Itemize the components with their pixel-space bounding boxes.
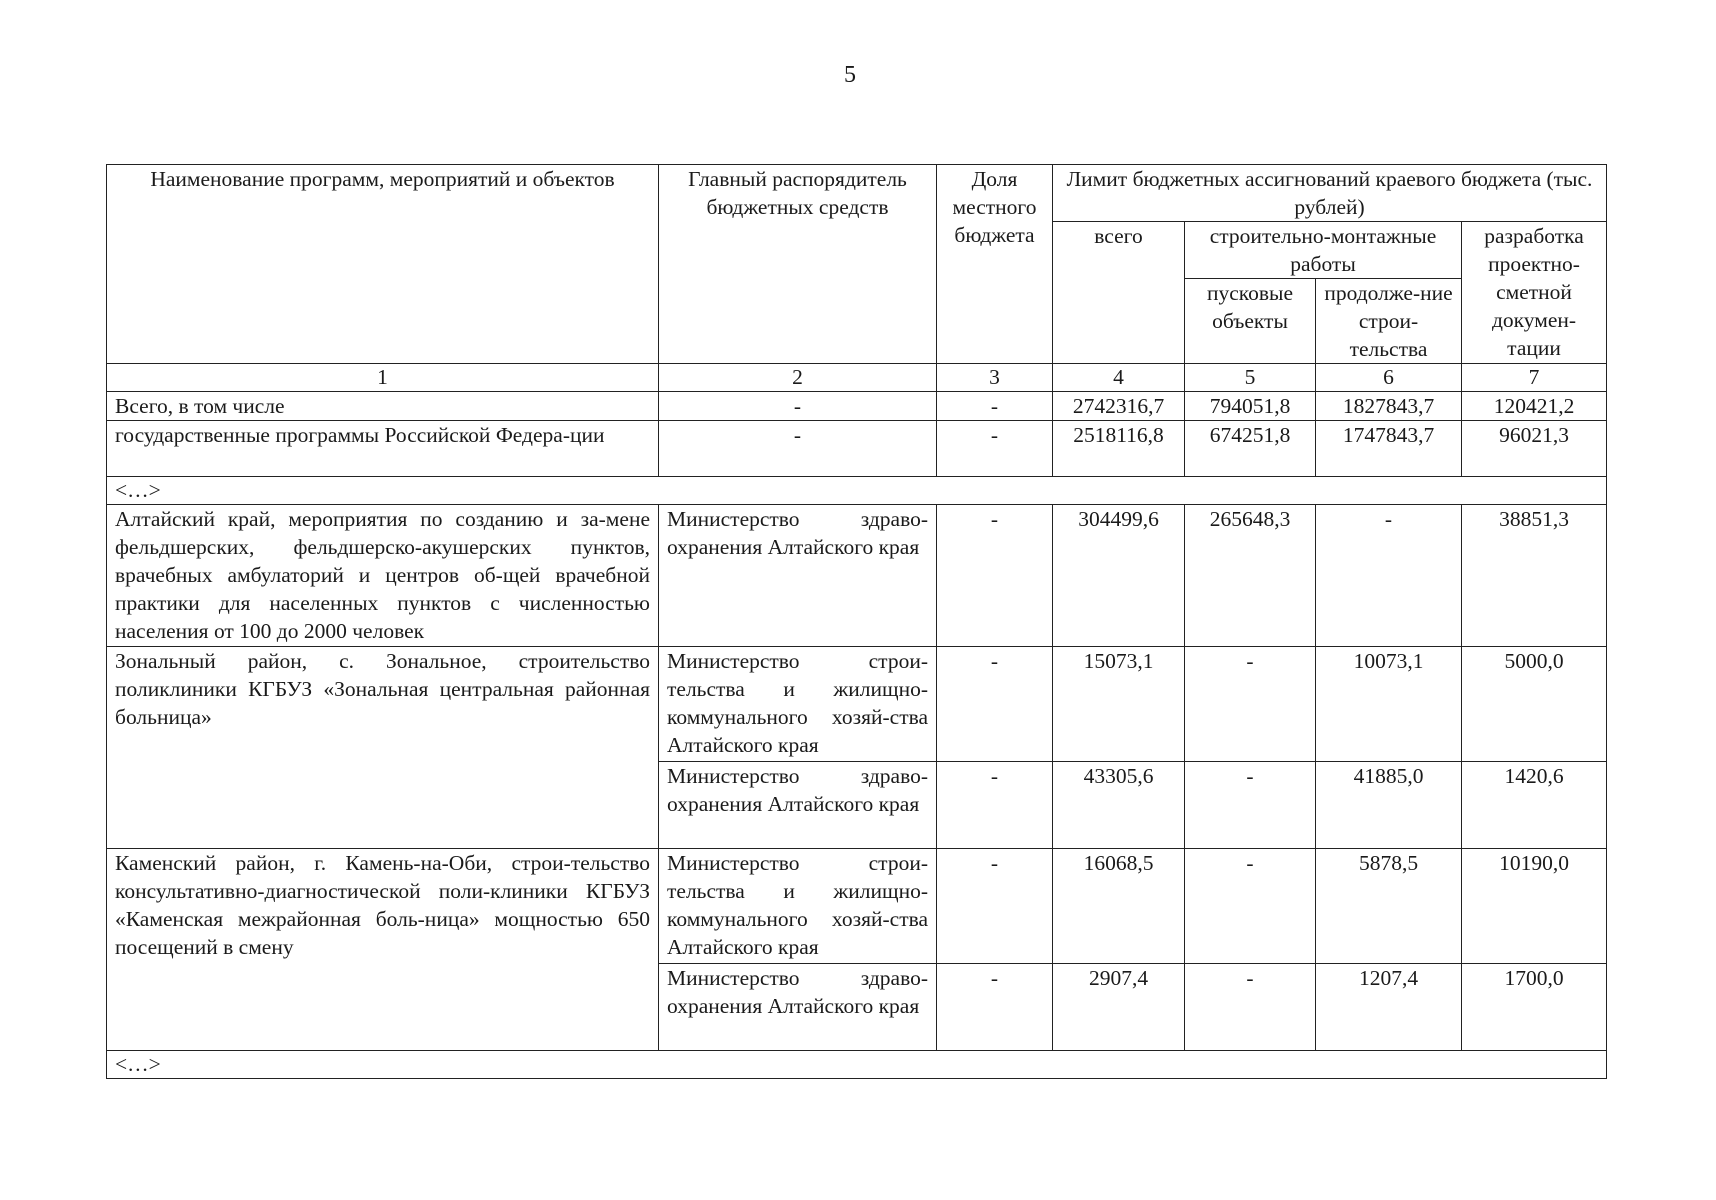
row-name: Всего, в том числе bbox=[107, 392, 659, 421]
row-launch: 794051,8 bbox=[1185, 392, 1316, 421]
row-distributor: Министерство строи-тельства и жилищно-коммунального хозяй-ства Алтайского края bbox=[659, 647, 937, 762]
row-design: 96021,3 bbox=[1462, 421, 1607, 477]
row-local-share: - bbox=[937, 964, 1053, 1051]
header-distributor: Главный распорядитель бюджетных средств bbox=[659, 165, 937, 364]
row-distributor: Министерство здраво-охранения Алтайского края bbox=[659, 964, 937, 1051]
row-total: 15073,1 bbox=[1053, 647, 1185, 762]
row-total: 43305,6 bbox=[1053, 762, 1185, 849]
row-continuation: 41885,0 bbox=[1316, 762, 1462, 849]
row-total: 2518116,8 bbox=[1053, 421, 1185, 477]
row-total: 2742316,7 bbox=[1053, 392, 1185, 421]
budget-table bbox=[106, 164, 1607, 1079]
row-continuation: 1207,4 bbox=[1316, 964, 1462, 1051]
row-launch: - bbox=[1185, 762, 1316, 849]
ellipsis-text: <…> bbox=[107, 1051, 1607, 1079]
column-number: 5 bbox=[1185, 364, 1316, 392]
table-row-altai bbox=[107, 505, 1607, 647]
column-number: 6 bbox=[1316, 364, 1462, 392]
header-construction-works: строительно-монтажные работы bbox=[1185, 222, 1462, 279]
header-budget-limit: Лимит бюджетных ассигнований краевого бюджета (тыс. рублей) bbox=[1053, 165, 1607, 222]
table-row-ellipsis bbox=[107, 1051, 1607, 1079]
row-launch: 265648,3 bbox=[1185, 505, 1316, 647]
row-distributor: Министерство строи-тельства и жилищно-коммунального хозяй-ства Алтайского края bbox=[659, 849, 937, 964]
row-distributor: - bbox=[659, 421, 937, 477]
row-design: 1700,0 bbox=[1462, 964, 1607, 1051]
header-design-docs: разработка проектно-сметной докумен-тации bbox=[1462, 222, 1607, 364]
row-local-share: - bbox=[937, 505, 1053, 647]
row-launch: - bbox=[1185, 647, 1316, 762]
row-design: 120421,2 bbox=[1462, 392, 1607, 421]
header-row-1 bbox=[107, 165, 1607, 222]
row-distributor: - bbox=[659, 392, 937, 421]
row-local-share: - bbox=[937, 647, 1053, 762]
table-row-gov-programs bbox=[107, 421, 1607, 477]
column-number: 1 bbox=[107, 364, 659, 392]
row-continuation: 10073,1 bbox=[1316, 647, 1462, 762]
row-design: 1420,6 bbox=[1462, 762, 1607, 849]
row-continuation: 1827843,7 bbox=[1316, 392, 1462, 421]
table-row-kamen-a bbox=[107, 849, 1607, 964]
ellipsis-text: <…> bbox=[107, 477, 1607, 505]
row-total: 2907,4 bbox=[1053, 964, 1185, 1051]
table-row-total bbox=[107, 392, 1607, 421]
row-launch: 674251,8 bbox=[1185, 421, 1316, 477]
row-launch: - bbox=[1185, 964, 1316, 1051]
header-launch-objects: пусковые объекты bbox=[1185, 279, 1316, 364]
row-name: Алтайский край, мероприятия по созданию и за-мене фельдшерских, фельдшерско-акушерских пунктов, врачебных амбулаторий и центров об-щей врачебной практики для населенных пунктов с численностью населения от 100 до 2000 человек bbox=[107, 505, 659, 647]
row-local-share: - bbox=[937, 849, 1053, 964]
row-continuation: 1747843,7 bbox=[1316, 421, 1462, 477]
row-design: 5000,0 bbox=[1462, 647, 1607, 762]
row-design: 10190,0 bbox=[1462, 849, 1607, 964]
column-number: 4 bbox=[1053, 364, 1185, 392]
header-local-share: Доля местного бюджета bbox=[937, 165, 1053, 364]
row-design: 38851,3 bbox=[1462, 505, 1607, 647]
row-local-share: - bbox=[937, 421, 1053, 477]
row-distributor: Министерство здраво-охранения Алтайского края bbox=[659, 505, 937, 647]
row-name: Каменский район, г. Камень-на-Оби, строи-тельство консультативно-диагностической поли-клиники КГБУЗ «Каменская межрайонная боль-ница» мощностью 650 посещений в смену bbox=[107, 849, 659, 1051]
column-number: 2 bbox=[659, 364, 937, 392]
row-local-share: - bbox=[937, 762, 1053, 849]
row-distributor: Министерство здраво-охранения Алтайского края bbox=[659, 762, 937, 849]
table-row-ellipsis bbox=[107, 477, 1607, 505]
row-continuation: 5878,5 bbox=[1316, 849, 1462, 964]
row-name: государственные программы Российской Федера-ции bbox=[107, 421, 659, 477]
row-total: 304499,6 bbox=[1053, 505, 1185, 647]
row-continuation: - bbox=[1316, 505, 1462, 647]
header-total: всего bbox=[1053, 222, 1185, 364]
row-total: 16068,5 bbox=[1053, 849, 1185, 964]
column-number-row bbox=[107, 364, 1607, 392]
column-number: 7 bbox=[1462, 364, 1607, 392]
table-row-zonal-a bbox=[107, 647, 1607, 762]
header-name: Наименование программ, мероприятий и объектов bbox=[107, 165, 659, 364]
row-local-share: - bbox=[937, 392, 1053, 421]
page-number: 5 bbox=[844, 62, 856, 88]
row-name: Зональный район, с. Зональное, строительство поликлиники КГБУЗ «Зональная центральная районная больница» bbox=[107, 647, 659, 849]
column-number: 3 bbox=[937, 364, 1053, 392]
header-continuation: продолже-ние строи-тельства bbox=[1316, 279, 1462, 364]
row-launch: - bbox=[1185, 849, 1316, 964]
